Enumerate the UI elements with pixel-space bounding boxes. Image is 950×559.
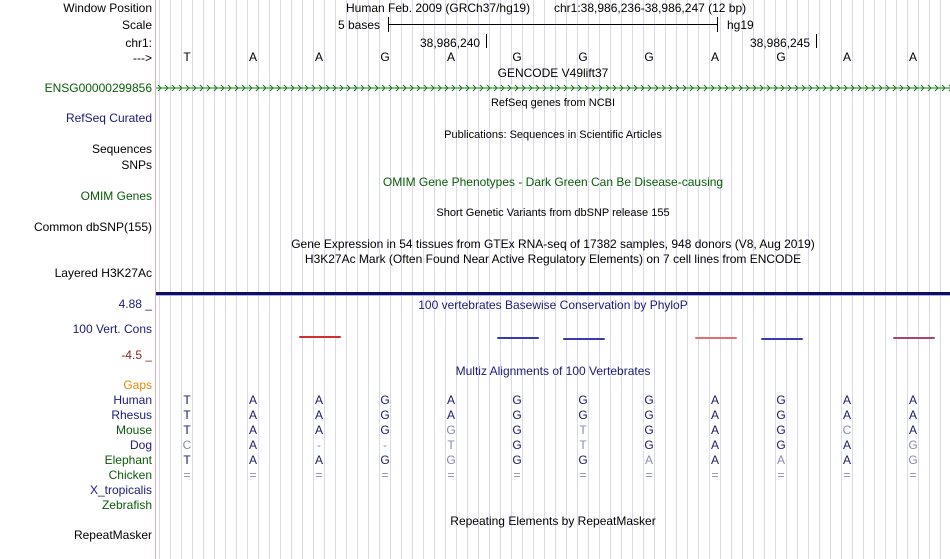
alignment-base: G [512,453,522,467]
gtex-track-title: Gene Expression in 54 tissues from GTEx RNA-seq of 17382 samples, 948 donors (V8, Aug 2019) [291,237,815,251]
omim-track-title: OMIM Gene Phenotypes - Dark Green Can Be Disease-causing [382,175,724,189]
sequences-track-label[interactable]: Sequences [91,142,152,156]
scale-bar-right-tick [717,17,718,32]
alignment-base: T [579,423,587,437]
alignment-base: = [579,468,587,482]
alignment-base: G [446,423,456,437]
coord-label-2: 38,986,245 [750,36,811,50]
reference-base: G [644,50,654,64]
repeatmasker-track-label[interactable]: RepeatMasker [73,528,152,542]
alignment-base: G [446,453,456,467]
common-dbsnp-track-label[interactable]: Common dbSNP(155) [33,220,152,234]
chr-label: chr1: [125,36,152,50]
track-area[interactable] [156,0,950,559]
alignment-base: A [908,423,917,437]
reference-base: T [183,50,191,64]
multiz-track-title: Multiz Alignments of 100 Vertebrates [455,364,651,378]
alignment-base: G [644,423,654,437]
alignment-base: A [710,438,719,452]
cons-min-value: -4.5 _ [121,348,152,362]
coord-tick-2 [816,34,817,48]
species-label[interactable]: Human [113,393,152,407]
alignment-base: A [776,453,785,467]
species-label[interactable]: Elephant [104,453,152,467]
species-label[interactable]: Chicken [108,468,152,482]
omim-track-label[interactable]: OMIM Genes [80,189,152,203]
reference-base: A [314,50,323,64]
alignment-base: = [315,468,323,482]
alignment-base: A [446,408,455,422]
alignment-base: G [512,408,522,422]
cons-track-label[interactable]: 100 Vert. Cons [72,322,152,336]
strand-arrow-label: ---> [133,51,152,65]
conservation-mark[interactable] [497,337,539,339]
alignment-base: G [578,408,588,422]
scale-bases-label: 5 bases [338,18,381,32]
alignment-base: G [578,453,588,467]
alignment-base: C [842,423,852,437]
alignment-base: G [578,393,588,407]
alignment-base: A [710,423,719,437]
reference-base: A [710,50,719,64]
gene-feature-arrows[interactable] [156,82,950,94]
alignment-base: A [314,423,323,437]
conservation-mark[interactable] [695,337,737,339]
alignment-base: T [183,393,191,407]
window-position-label: Window Position [63,1,152,15]
alignment-base: G [908,438,918,452]
alignment-base: A [314,453,323,467]
alignment-base: = [777,468,785,482]
alignment-base: C [182,438,192,452]
alignment-base: T [447,438,455,452]
coord-label-1: 38,986,240 [420,36,481,50]
snps-track-label[interactable]: SNPs [121,158,152,172]
alignment-base: A [842,408,851,422]
reference-base: A [908,50,917,64]
alignment-base: = [843,468,851,482]
reference-base: A [446,50,455,64]
alignment-base: = [711,468,719,482]
reference-base: G [578,50,588,64]
alignment-base: A [314,408,323,422]
alignment-base: A [908,393,917,407]
publications-track-title: Publications: Sequences in Scientific Articles [444,129,662,141]
reference-base: G [512,50,522,64]
h3k27ac-track-title: H3K27Ac Mark (Often Found Near Active Regulatory Elements) on 7 cell lines from ENCODE [304,252,802,266]
alignment-base: A [710,393,719,407]
alignment-base: A [842,453,851,467]
alignment-base: A [710,453,719,467]
alignment-base: A [842,438,851,452]
alignment-base: G [380,423,390,437]
reference-base: A [842,50,851,64]
alignment-base: T [183,423,191,437]
alignment-base: G [644,438,654,452]
cons-max-value: 4.88 _ [118,297,152,311]
species-label[interactable]: Rhesus [111,408,152,422]
refseq-track-label[interactable]: RefSeq Curated [65,111,152,125]
alignment-base: G [512,438,522,452]
alignment-base: G [512,393,522,407]
alignment-base: A [248,408,257,422]
alignment-base: A [908,408,917,422]
alignment-base: T [183,453,191,467]
species-label[interactable]: X_tropicalis [89,483,152,497]
alignment-base: G [380,408,390,422]
track-divider-shadow [156,295,950,296]
alignment-base: = [249,468,257,482]
phylop-track-title: 100 vertebrates Basewise Conservation by PhyloP [418,298,688,312]
alignment-base: A [248,393,257,407]
alignment-base: A [842,393,851,407]
assembly-title: Human Feb. 2009 (GRCh37/hg19) [346,1,531,15]
conservation-mark[interactable] [761,338,803,340]
alignment-base: T [579,438,587,452]
repeatmasker-track-title: Repeating Elements by RepeatMasker [450,514,656,528]
conservation-mark[interactable] [563,338,605,340]
alignment-base: T [183,408,191,422]
alignment-base: = [645,468,653,482]
alignment-base: A [248,453,257,467]
alignment-base: G [776,438,786,452]
reference-base: G [776,50,786,64]
alignment-base: G [776,408,786,422]
coord-tick-1 [486,34,487,48]
alignment-base: = [183,468,191,482]
alignment-base: A [644,453,653,467]
gencode-track-title: GENCODE V49lift37 [497,66,609,80]
alignment-base: G [908,453,918,467]
alignment-base: G [512,423,522,437]
reference-base: A [248,50,257,64]
gene-id-link[interactable]: ENSG00000299856 [44,81,152,95]
alignment-base: G [380,453,390,467]
alignment-base: A [314,393,323,407]
alignment-base: = [447,468,455,482]
scale-assembly-label: hg19 [727,18,754,32]
alignment-base: G [776,393,786,407]
alignment-base: G [644,408,654,422]
alignment-base: = [381,468,389,482]
position-title: chr1:38,986,236-38,986,247 (12 bp) [554,1,747,15]
scale-label: Scale [121,18,152,32]
species-label[interactable]: Zebrafish [101,498,152,512]
refseq-track-title: RefSeq genes from NCBI [490,97,616,109]
alignment-base: A [710,408,719,422]
gaps-label: Gaps [123,378,152,392]
reference-base: G [380,50,390,64]
species-label[interactable]: Dog [129,438,152,452]
alignment-base: = [513,468,521,482]
alignment-base: = [909,468,917,482]
dbsnp-track-title: Short Genetic Variants from dbSNP release 155 [436,207,670,219]
conservation-mark[interactable] [299,336,341,338]
alignment-base: G [644,393,654,407]
alignment-base: G [776,423,786,437]
alignment-base: - [317,438,321,452]
alignment-base: A [248,438,257,452]
h3k27ac-track-label[interactable]: Layered H3K27Ac [54,266,152,280]
scale-bar [388,24,718,25]
alignment-base: A [446,393,455,407]
alignment-base: - [383,438,387,452]
species-label[interactable]: Mouse [115,423,152,437]
conservation-mark[interactable] [893,337,935,339]
alignment-base: G [380,393,390,407]
alignment-base: A [248,423,257,437]
